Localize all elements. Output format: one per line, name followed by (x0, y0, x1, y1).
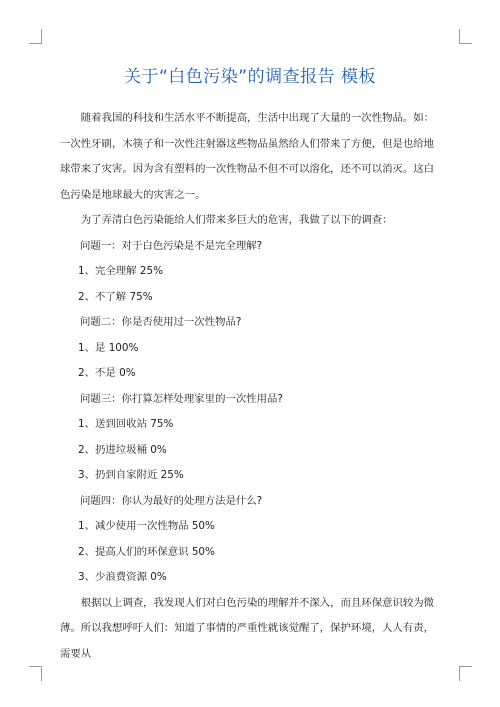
answer-1-2: 2、不了解 75% (78, 290, 153, 303)
answer-4-3: 3、少浪费资源 0% (78, 571, 167, 583)
answer-2-2: 2、不是 0% (78, 367, 136, 379)
answer-4-2: 2、提高人们的环保意识 50% (78, 545, 215, 558)
crop-mark-bottom-right (459, 666, 472, 681)
question-2: 问题二：你是否使用过一次性物品? (80, 316, 242, 328)
question-3: 问题三：你打算怎样处理家里的一次性用品? (80, 392, 283, 405)
answer-3-3: 3、扔到自家附近 25% (78, 469, 184, 481)
answer-1-1: 1、完全理解 25% (78, 265, 163, 277)
question-4: 问题四：你认为最好的处理方法是什么? (80, 494, 263, 507)
answer-3-2: 2、扔进垃圾桶 0% (78, 443, 167, 456)
document-title: 关于“白色污染”的调查报告 模板 (123, 67, 377, 87)
survey-intro: 为了弄清白色污染能给人们带来多巨大的危害，我做了以下的调查： (80, 214, 393, 226)
question-1: 问题一：对于白色污染是不是完全理解? (80, 239, 263, 252)
crop-mark-bottom-left (29, 666, 42, 681)
document-body (60, 106, 444, 667)
answer-4-1: 1、减少使用一次性物品 50% (78, 520, 215, 532)
intro-paragraph: 随着我国的科技和生活水平不断提高，生活中出现了大量的一次性物品。如：一次性牙刷，木筷子和一次性注射器这些物品虽然给人们带来了方便，但是也给地球带来了灾害。因为含有塑料的一次性物品不但不可以溶化，还不可以消灭。这白色污染是地球最大的灾害之一。 (60, 112, 435, 201)
answer-2-1: 1、是 100% (78, 341, 139, 354)
answer-3-1: 1、送到回收站 75% (78, 418, 174, 430)
crop-mark-top-left (29, 29, 42, 44)
conclusion-paragraph: 根据以上调查，我发现人们对白色污染的理解并不深入，而且环保意识较为微薄。所以我想呼吁人们：知道了事情的严重性就该觉醒了，保护环境，人人有责，需要从 (60, 596, 435, 660)
crop-mark-top-right (459, 29, 472, 44)
